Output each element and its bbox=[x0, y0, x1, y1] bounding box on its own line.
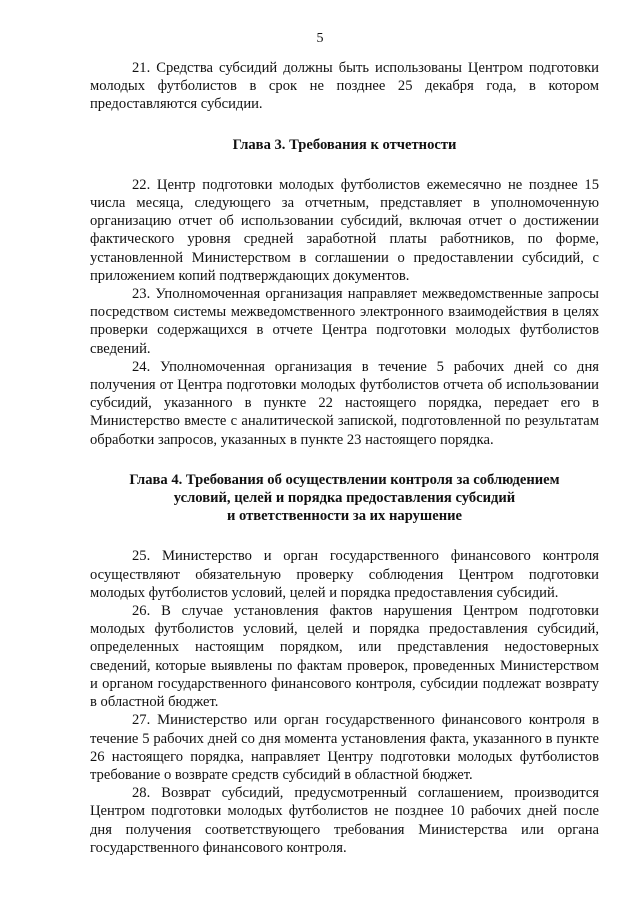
paragraph-21: 21. Средства субсидий должны быть использованы Центром подготовки молодых футболистов в срок не позднее 25 декабря года, в котором предоставляются субсидии. bbox=[90, 60, 599, 113]
chapter-4-title-line-2: условий, целей и порядка предоставления субсидий bbox=[173, 490, 516, 507]
paragraph-23: 23. Уполномоченная организация направляет межведомственные запросы посредством системы межведомственного электронного взаимодействия в целях проверки содержащихся в отчете Центра подготовки молодых футболистов сведений. bbox=[90, 286, 599, 357]
document-body bbox=[90, 59, 599, 857]
page-number: 5 bbox=[316, 31, 324, 46]
chapter-4-title-line-3: и ответственности за их нарушение bbox=[226, 508, 463, 525]
chapter-3-title: Глава 3. Требования к отчетности bbox=[232, 136, 457, 153]
paragraph-25: 25. Министерство и орган государственного финансового контроля осуществляют обязательную проверку соблюдения Центром подготовки молодых футболистов условий, целей и порядка предоставления субсидий. bbox=[90, 548, 599, 601]
paragraph-22: 22. Центр подготовки молодых футболистов ежемесячно не позднее 15 числа месяца, следующего за отчетным, представляет в уполномоченную организацию отчет об использовании субсидий, включая отчет о достижении фактического уровня средней заработной платы работников, по форме, установленной Министерством в соглашении о предоставлении субсидий, с приложением копий подтверждающих документов. bbox=[90, 176, 599, 284]
chapter-4-title-line-1: Глава 4. Требования об осуществлении контроля за соблюдением bbox=[129, 471, 560, 488]
paragraph-27: 27. Министерство или орган государственного финансового контроля в течение 5 рабочих дней со дня момента установления факта, указанного в пункте 26 настоящего порядка, направляет Центру подготовки молодых футболистов требование о возврате средств субсидий в областной бюджет. bbox=[90, 712, 599, 783]
paragraph-26: 26. В случае установления фактов нарушения Центром подготовки молодых футболистов условий, целей и порядка предоставления субсидий, определенных настоящим порядком, или представления недостоверных сведений, которые выявлены по фактам проверок, проведенных Министерством и органом государственного финансового контроля, субсидии подлежат возврату в областной бюджет. bbox=[90, 603, 599, 711]
paragraph-28: 28. Возврат субсидий, предусмотренный соглашением, производится Центром подготовки молодых футболистов не позднее 10 рабочих дней после дня получения соответствующего требования Министерства или органа государственного финансового контроля. bbox=[90, 785, 599, 856]
chapter-4-title bbox=[90, 471, 599, 526]
paragraph-24: 24. Уполномоченная организация в течение 5 рабочих дней со дня получения от Центра подготовки молодых футболистов отчета об использовании субсидий, указанного в пункте 22 настоящего порядка, передает его в Министерство вместе с аналитической запиской, подготовленной по результатам обработки запросов, указанных в пункте 23 настоящего порядка. bbox=[90, 358, 599, 448]
